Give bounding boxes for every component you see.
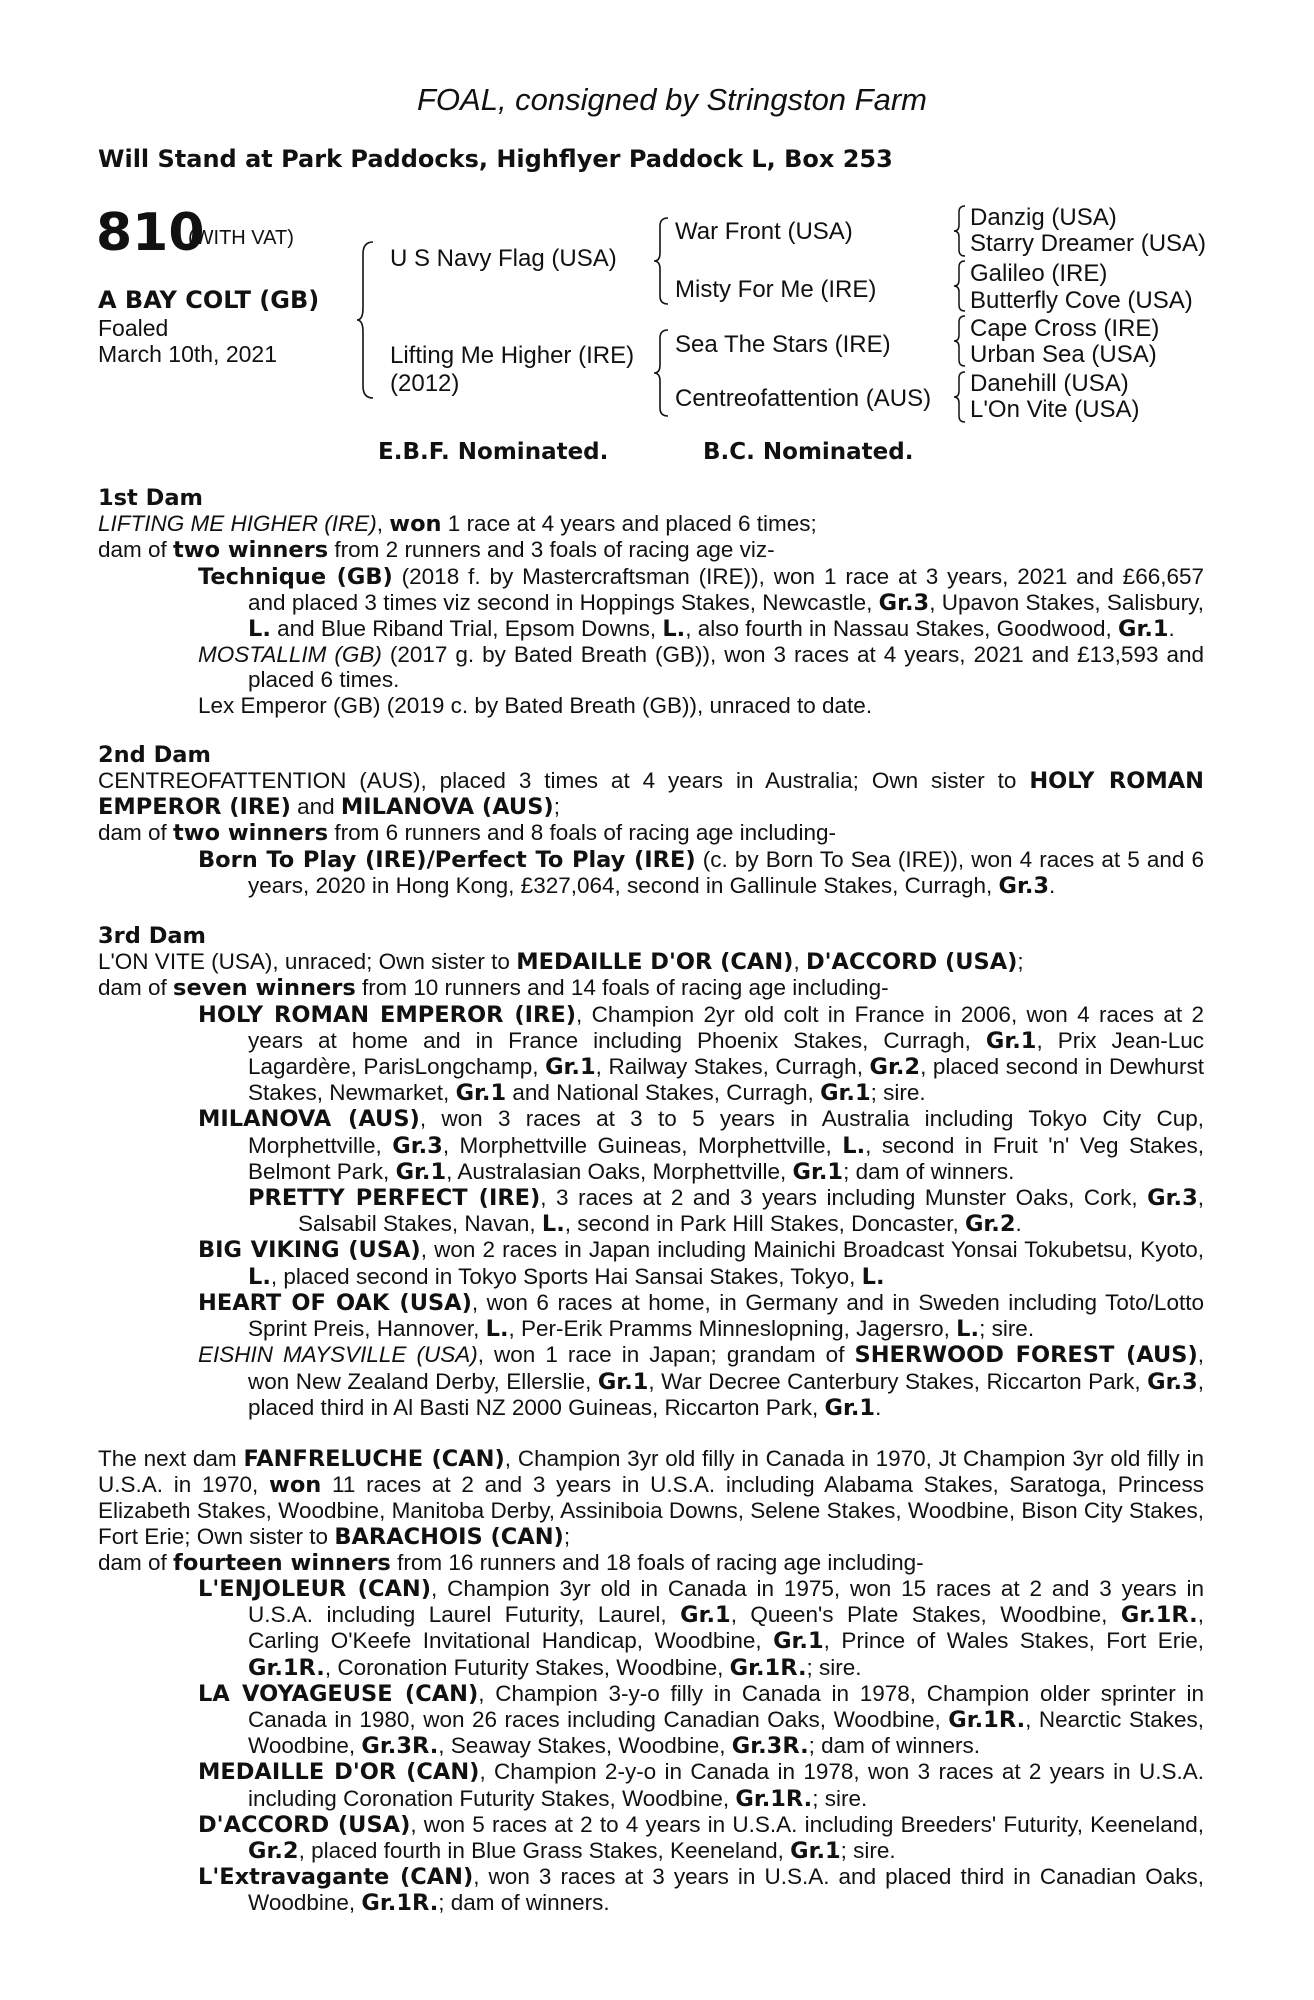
first-dam-text: LIFTING ME HIGHER (IRE), won 1 race at 4 years and placed 6 times; dam of two winners from 2 runners and 3 foals of racing age viz- [98,511,817,564]
third-dam-text: L'ON VITE (USA), unraced; Own sister to MEDAILLE D'OR (CAN), D'ACCORD (USA); dam of seven winners from 10 runners and 14 foals of racing age including- [98,949,1024,1002]
vat-note: (WITH VAT) [188,227,294,249]
granddam-2: Butterfly Cove (USA) [970,287,1193,314]
produce-item: EISHIN MAYSVILLE (USA), won 1 race in Japan; grandam of SHERWOOD FOREST (AUS), won New Zealand Derby, Ellerslie, Gr.1, War Decree Canterbury Stakes, Riccarton Park, Gr.3, placed third in Al Basti NZ 2000 Guineas, Riccarton Park, Gr.1. [198,1342,1204,1421]
section-heading-first-dam: 1st Dam [98,485,203,511]
page-title: FOAL, consigned by Stringston Farm [416,82,927,117]
pedigree-brace-main [355,240,379,400]
produce-item: BIG VIKING (USA), won 2 races in Japan including Mainichi Broadcast Yonsai Tokubetsu, Kyoto, L., placed second in Tokyo Sports Hai Sansai Stakes, Tokyo, L. [198,1237,1204,1290]
grandsire-1: Danzig (USA) [970,204,1117,231]
grandsire-4: Danehill (USA) [970,370,1129,397]
horse-description: A BAY COLT (GB) [98,286,320,314]
grandsire-3: Cape Cross (IRE) [970,315,1160,342]
pedigree-brace-g3 [952,314,968,368]
produce-item: L'Extravagante (CAN), won 3 races at 3 years in U.S.A. and placed third in Canadian Oaks, Woodbine, Gr.1R.; dam of winners. [198,1864,1204,1917]
sire-name: U S Navy Flag (USA) [390,245,617,272]
dam-year: (2012) [390,370,460,397]
foaled-label: Foaled [98,315,169,341]
bc-nomination: B.C. Nominated. [703,439,914,465]
stand-location: Will Stand at Park Paddocks, Highflyer Paddock L, Box 253 [98,145,893,173]
dam-sire: Sea The Stars (IRE) [675,331,891,358]
sire-sire: War Front (USA) [675,218,853,245]
produce-item: HEART OF OAK (USA), won 6 races at home, in Germany and in Sweden including Toto/Lotto Sprint Preis, Hannover, L., Per-Erik Pramms Minneslopning, Jagersro, L.; sire. [198,1289,1204,1343]
produce-item: HOLY ROMAN EMPEROR (IRE), Champion 2yr old colt in France in 2006, won 4 races at 2 years at home and in France including Phoenix Stakes, Curragh, Gr.1, Prix Jean-Luc Lagardère, ParisLongchamp, Gr.1, Railway Stakes, Curragh, Gr.2, placed second in Dewhurst Stakes, Newmarket, Gr.1 and National Stakes, Curragh, Gr.1; sire. [198,1001,1205,1107]
produce-item: MILANOVA (AUS), won 3 races at 3 to 5 years in Australia including Tokyo City Cup, Morphettville, Gr.3, Morphettville Guineas, Morphettville, L., second in Fruit 'n' Veg Stakes, Belmont Park, Gr.1, Australasian Oaks, Morphettville, Gr.1; dam of winners. [198,1106,1205,1185]
pedigree-brace-g1 [952,204,968,258]
pedigree-brace-g2 [952,259,968,313]
grandsire-2: Galileo (IRE) [970,260,1108,287]
produce-item: PRETTY PERFECT (IRE), 3 races at 2 and 3 years including Munster Oaks, Cork, Gr.3, Salsabil Stakes, Navan, L., second in Park Hill Stakes, Doncaster, Gr.2. [248,1185,1204,1238]
produce-item: LA VOYAGEUSE (CAN), Champion 3-y-o filly in Canada in 1978, Champion older sprinter in Canada in 1980, won 26 races including Canadian Oaks, Woodbine, Gr.1R., Nearctic Stakes, Woodbine, Gr.3R., Seaway Stakes, Woodbine, Gr.3R.; dam of winners. [198,1680,1204,1760]
produce-item: Born To Play (IRE)/Perfect To Play (IRE) (c. by Born To Sea (IRE)), won 4 races at 5 and 6 years, 2020 in Hong Kong, £327,064, second in Gallinule Stakes, Curragh, Gr.3. [198,846,1204,899]
sire-dam: Misty For Me (IRE) [675,276,877,303]
produce-record [98,486,1204,1917]
lot-number: 810 [96,203,205,263]
second-dam-text: CENTREOFATTENTION (AUS), placed 3 times at 4 years in Australia; Own sister to HOLY ROMAN EMPEROR (IRE) and MILANOVA (AUS); dam of two winners from 6 runners and 8 foals of racing age including- [98,768,1204,847]
granddam-3: Urban Sea (USA) [970,341,1157,368]
section-heading-third-dam: 3rd Dam [98,923,206,950]
dam-dam: Centreofattention (AUS) [675,385,932,412]
produce-item: D'ACCORD (USA), won 5 races at 2 to 4 years in U.S.A. including Breeders' Futurity, Keeneland, Gr.2, placed fourth in Blue Grass Stakes, Keeneland, Gr.1; sire. [198,1811,1204,1864]
produce-item: Technique (GB) (2018 f. by Mastercraftsman (IRE)), won 1 race at 3 years, 2021 and £66,657 and placed 3 times viz second in Hoppings Stakes, Newcastle, Gr.3, Upavon Stakes, Salisbury, L. and Blue Riband Trial, Epsom Downs, L., also fourth in Nassau Stakes, Goodwood, Gr.1. [198,563,1205,643]
granddam-4: L'On Vite (USA) [970,396,1140,423]
pedigree-brace-sire [652,216,672,306]
ebf-nomination: E.B.F. Nominated. [378,439,609,465]
next-dam-text: The next dam FANFRELUCHE (CAN), Champion 3yr old filly in Canada in 1970, Jt Champion 3yr old filly in U.S.A. in 1970, won 11 races at 2 and 3 years in U.S.A. including Alabama Stakes, Saratoga, Princess Elizabeth Stakes, Woodbine, Manitoba Derby, Assiniboia Downs, Selene Stakes, Woodbine, Bison City Stakes, Fort Erie; Own sister to BARACHOIS (CAN); dam of fourteen winners from 16 runners and 18 foals of racing age including- [98,1445,1205,1576]
section-heading-second-dam: 2nd Dam [98,741,211,768]
produce-item: L'ENJOLEUR (CAN), Champion 3yr old in Canada in 1975, won 15 races at 2 and 3 years in U.S.A. including Laurel Futurity, Laurel, Gr.1, Queen's Plate Stakes, Woodbine, Gr.1R., Carling O'Keefe Invitational Handicap, Woodbine, Gr.1, Prince of Wales Stakes, Fort Erie, Gr.1R., Coronation Futurity Stakes, Woodbine, Gr.1R.; sire. [198,1575,1204,1681]
pedigree-brace-dam [652,328,672,418]
foaled-date: March 10th, 2021 [98,341,278,367]
produce-item: MOSTALLIM (GB) (2017 g. by Bated Breath (GB)), won 3 races at 4 years, 2021 and £13,593 and placed 6 times. [198,642,1204,693]
pedigree-brace-g4 [952,370,968,424]
granddam-1: Starry Dreamer (USA) [970,230,1207,257]
produce-item: Lex Emperor (GB) (2019 c. by Bated Breath (GB)), unraced to date. [198,692,873,718]
dam-name: Lifting Me Higher (IRE) [390,342,635,369]
produce-item: MEDAILLE D'OR (CAN), Champion 2-y-o in Canada in 1978, won 3 races at 2 years in U.S.A. including Coronation Futurity Stakes, Woodbine, Gr.1R.; sire. [198,1759,1204,1812]
